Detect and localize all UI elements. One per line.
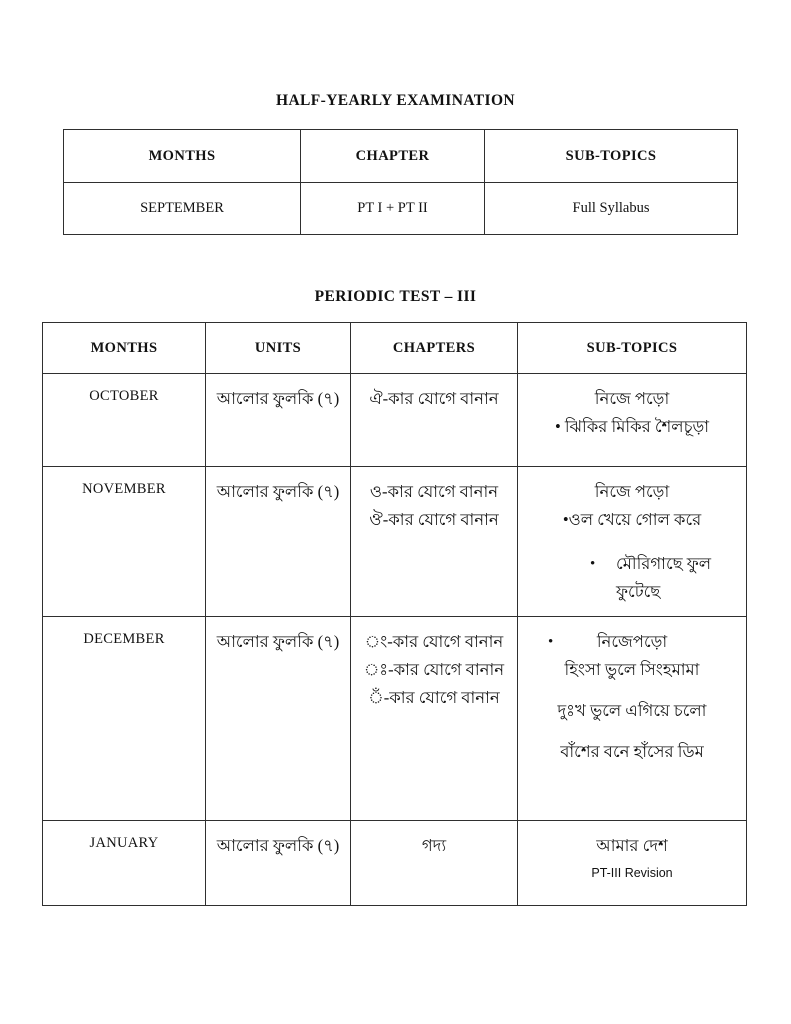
bullet-icon: •: [548, 634, 554, 650]
month-cell: SEPTEMBER: [64, 183, 301, 235]
subtopics-cell: [518, 821, 747, 906]
chapter-line: গদ্য: [421, 836, 447, 855]
chapters-cell: [351, 821, 518, 906]
chapters-cell: [351, 467, 518, 617]
subtopic-line: নিজে পড়ো: [594, 389, 670, 408]
subtopic-line: • ঝিকির মিকির শৈলচূড়া: [554, 417, 710, 436]
table-header-row: [64, 130, 738, 183]
unit-cell: [206, 374, 351, 467]
subtopic-line: বাঁশের বনে হাঁসের ডিম: [560, 742, 704, 761]
subtopic-line: নিজে পড়ো: [594, 482, 670, 501]
chapter-line: ও-কার যোগে বানান: [369, 482, 499, 501]
subtopics-cell: Full Syllabus: [485, 183, 738, 235]
subtopics-cell: [518, 617, 747, 821]
subtopics-cell: [518, 467, 747, 617]
periodic-test-table: [42, 322, 747, 906]
header-chapter: CHAPTER: [301, 130, 485, 183]
unit-cell: [206, 467, 351, 617]
subtopic-line: ফুটেছে: [616, 582, 661, 601]
table-row: [64, 183, 738, 235]
unit-label: আলোর ফুলকি (৭): [216, 836, 340, 855]
month-cell: [43, 617, 206, 821]
subtopic-bullet-item: [518, 550, 746, 606]
unit-label: আলোর ফুলকি (৭): [216, 482, 340, 501]
header-units: UNITS: [206, 323, 351, 374]
unit-cell: [206, 821, 351, 906]
chapter-line: ঐ-কার যোগে বানান: [369, 389, 499, 408]
half-yearly-title: HALF-YEARLY EXAMINATION: [276, 92, 515, 109]
subtopics-cell: [518, 374, 747, 467]
header-chapters: CHAPTERS: [351, 323, 518, 374]
subtopic-line: PT-III Revision: [591, 866, 673, 880]
subtopic-line: •ওল খেয়ে গোল করে: [562, 510, 702, 529]
table-row-october: [43, 374, 747, 467]
table-row-november: [43, 467, 747, 617]
month-label: JANUARY: [89, 835, 159, 851]
unit-label: আলোর ফুলকি (৭): [216, 632, 340, 651]
header-months: MONTHS: [43, 323, 206, 374]
chapter-cell: PT I + PT II: [301, 183, 485, 235]
month-label: OCTOBER: [89, 388, 159, 404]
table-row-january: [43, 821, 747, 906]
month-cell: [43, 467, 206, 617]
month-label: NOVEMBER: [82, 481, 166, 497]
month-label: DECEMBER: [83, 631, 165, 647]
subtopic-line: আমার দেশ: [596, 836, 668, 855]
unit-cell: [206, 617, 351, 821]
periodic-test-title: PERIODIC TEST – III: [314, 288, 477, 305]
header-months: MONTHS: [64, 130, 301, 183]
table-row-december: [43, 617, 747, 821]
unit-label: আলোর ফুলকি (৭): [216, 389, 340, 408]
month-cell: [43, 821, 206, 906]
subtopic-line: হিংসা ভুলে সিংহমামা: [564, 660, 700, 679]
subtopic-line: • নিজেপড়ো: [518, 628, 746, 656]
chapter-line: ◌ঃ-কার যোগে বানান: [363, 660, 505, 679]
bullet-icon: •: [590, 556, 596, 572]
chapter-line: ◌ং-কার যোগে বানান: [364, 632, 504, 651]
month-cell: [43, 374, 206, 467]
table-header-row: [43, 323, 747, 374]
header-sub-topics: SUB-TOPICS: [485, 130, 738, 183]
subtopic-line: মৌরিগাছে ফুল: [616, 554, 712, 573]
subtopic-line: দুঃখ ভুলে এগিয়ে চলো: [557, 701, 707, 720]
chapter-line: ◌ঁ-কার যোগে বানান: [368, 688, 500, 707]
half-yearly-table: [63, 129, 738, 235]
chapter-line: ঔ-কার যোগে বানান: [369, 510, 499, 529]
chapters-cell: [351, 617, 518, 821]
chapters-cell: [351, 374, 518, 467]
header-sub-topics: SUB-TOPICS: [518, 323, 747, 374]
